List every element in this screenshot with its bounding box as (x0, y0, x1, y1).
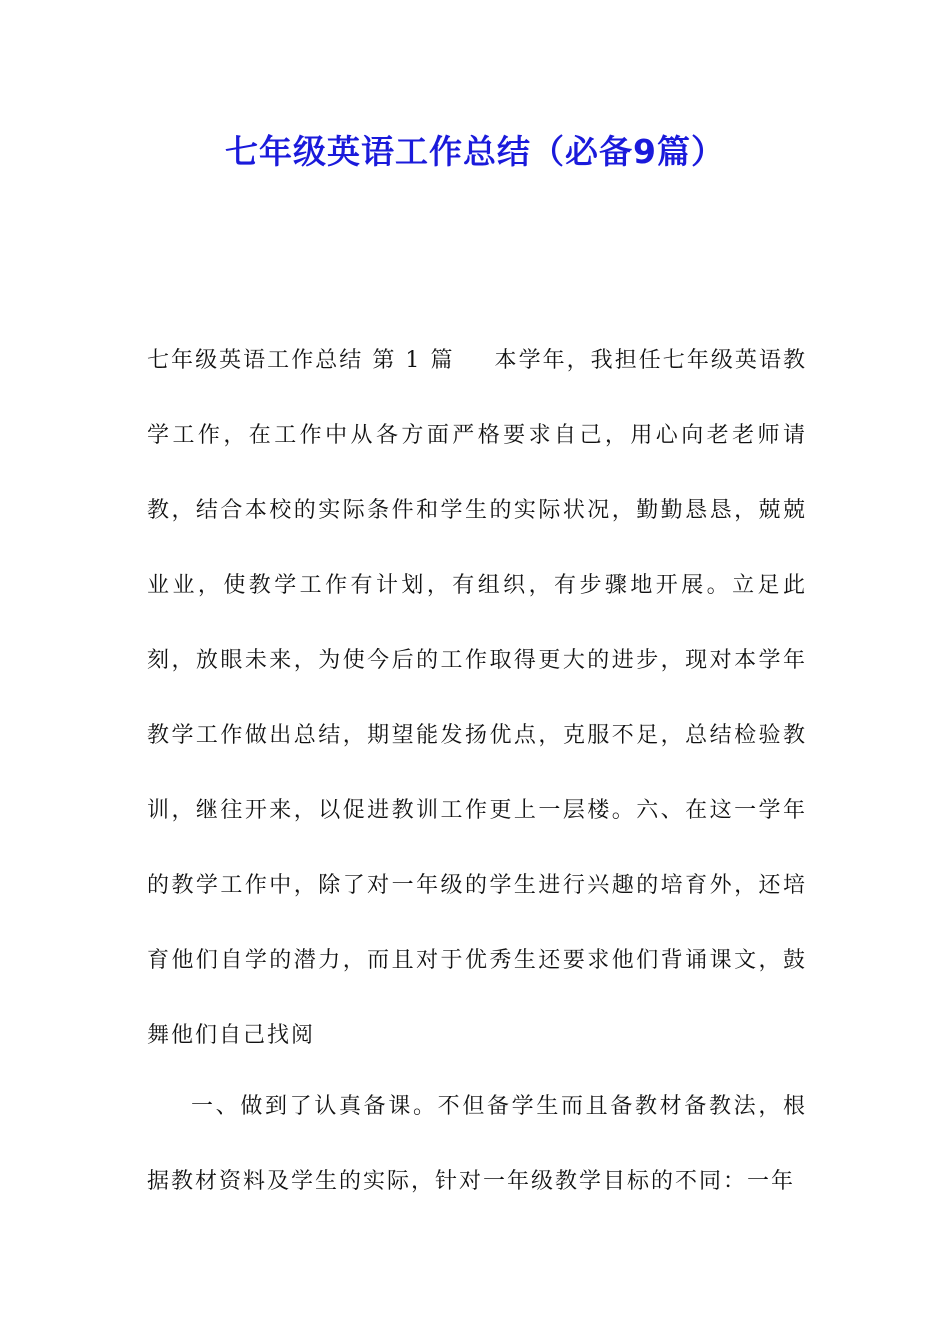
section-heading: 七年级英语工作总结 第 1 篇 (147, 348, 455, 373)
paragraph-1-text: 本学年，我担任七年级英语教学工作，在工作中从各方面严格要求自己，用心向老老师请教，结合本校的实际条件和学生的实际状况，勤勤恳恳，兢兢业业，使教学工作有计划，有组织，有步骤地开展。立足此刻，放眼未来，为使今后的工作取得更大的进步，现对本学年教学工作做出总结，期望能发扬优点，克服不足，总结检验教训，继往开来，以促进教训工作更上一层楼。六、在这一学年的教学工作中，除了对一年级的学生进行兴趣的培育外，还培育他们自学的潜力，而且对于优秀生还要求他们背诵课文，鼓舞他们自己找阅 (147, 348, 807, 1048)
document-title: 七年级英语工作总结（必备9篇） (225, 132, 725, 171)
paragraph-1 (147, 323, 807, 1073)
paragraph-2: 一、做到了认真备课。不但备学生而且备教材备教法，根据教材资料及学生的实际，针对一年级教学目标的不同：一年 (147, 1094, 807, 1194)
